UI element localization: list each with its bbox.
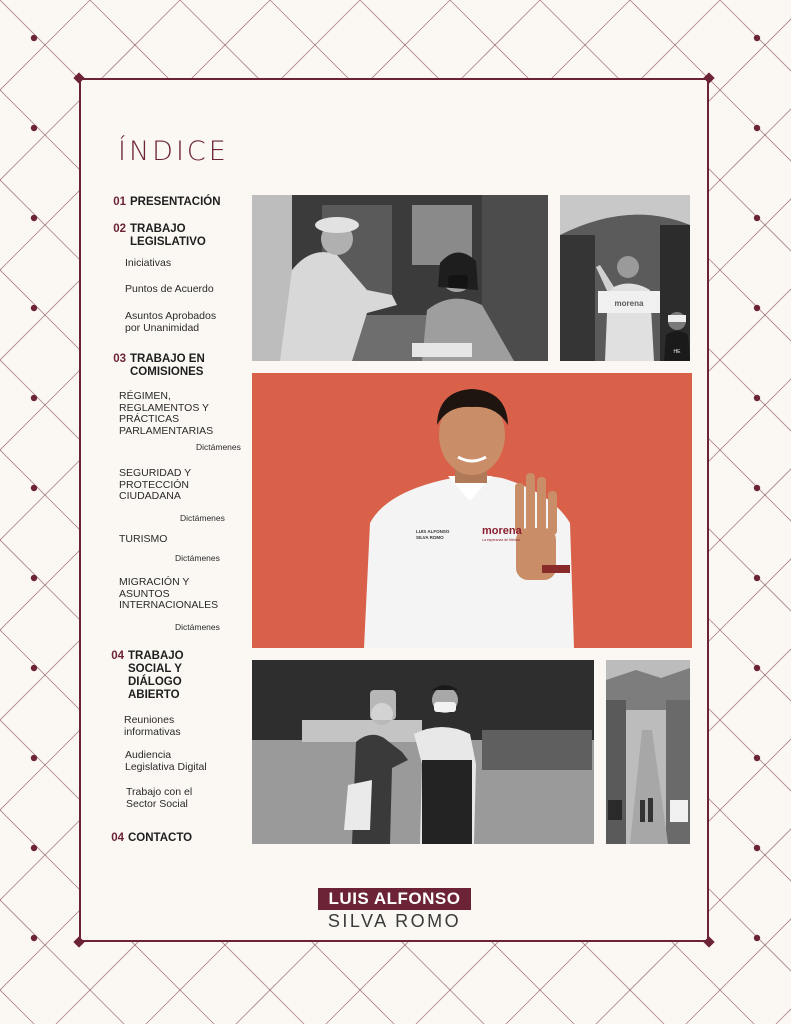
pattern-dot	[31, 755, 37, 761]
item-line: Asuntos Aprobados	[125, 310, 217, 322]
pattern-dot	[31, 485, 37, 491]
pattern-line	[700, 0, 791, 1024]
item-line: INTERNACIONALES	[119, 599, 219, 611]
shirt-name-line2: SILVA ROMO	[416, 535, 444, 540]
item-line: ASUNTOS	[119, 587, 170, 600]
pattern-dot	[31, 125, 37, 131]
pattern-dot	[754, 125, 760, 131]
item-line: MIGRACIÓN Y	[119, 576, 190, 588]
item-line: Legislativa Digital	[125, 760, 207, 773]
pattern-dot	[31, 305, 37, 311]
pattern-dot	[754, 935, 760, 941]
pattern-dot	[31, 575, 37, 581]
section-number: 03	[113, 353, 126, 365]
section-label: ABIERTO	[128, 689, 180, 701]
pattern-dot	[31, 395, 37, 401]
section-label: LEGISLATIVO	[130, 236, 206, 248]
toc-item-trabajo-sector-social[interactable]	[126, 787, 192, 810]
pattern-dot	[31, 665, 37, 671]
pattern-dot	[754, 35, 760, 41]
pattern-dot	[754, 305, 760, 311]
toc-commission-seguridad[interactable]	[119, 468, 191, 503]
pattern-dot	[754, 755, 760, 761]
toc-item-audiencia[interactable]	[125, 750, 207, 773]
toc-dictamenes-link[interactable]: Dictámenes	[196, 442, 241, 452]
item-line: PRÁCTICAS	[119, 413, 180, 425]
photo-fist-bump	[252, 195, 548, 361]
toc-section-trabajo-social[interactable]	[104, 650, 184, 702]
pattern-dot	[31, 215, 37, 221]
section-label: CONTACTO	[128, 832, 193, 844]
pattern-line	[0, 0, 20, 1024]
shirt-tagline-text: La esperanza de México	[482, 538, 521, 542]
section-number: 04	[111, 650, 124, 662]
item-line: PROTECCIÓN	[119, 478, 190, 491]
toc-section-trabajo-en-comisiones[interactable]	[106, 353, 205, 379]
pattern-dot	[754, 845, 760, 851]
pattern-line	[0, 0, 90, 1024]
shirt-name-line1: LUIS ALFONSO	[416, 529, 450, 534]
item-line: SEGURIDAD Y	[119, 467, 192, 479]
logo-line1: LUIS ALFONSO	[318, 888, 471, 910]
pattern-dot	[754, 215, 760, 221]
item-line: CIUDADANA	[119, 490, 181, 502]
section-label: PRESENTACIÓN	[130, 196, 221, 208]
toc-dictamenes-link[interactable]: Dictámenes	[180, 513, 225, 523]
item-line: Sector Social	[126, 797, 188, 810]
item-line: Audiencia	[125, 749, 172, 761]
section-number: 02	[113, 223, 126, 235]
item-line: REGLAMENTOS Y	[119, 401, 210, 414]
section-number: 01	[113, 196, 126, 208]
shirt-brand-text: morena	[482, 525, 522, 537]
section-number: 04	[111, 832, 124, 844]
section-label: TRABAJO EN	[130, 353, 205, 365]
toc-item-asuntos-aprobados[interactable]	[125, 311, 216, 334]
pattern-dot	[754, 485, 760, 491]
pattern-dot	[31, 935, 37, 941]
photo-portrait-main	[252, 373, 692, 648]
page-title: ÍNDICE	[118, 136, 229, 167]
pattern-dot	[31, 35, 37, 41]
logo-line2: SILVA ROMO	[327, 911, 462, 931]
item-line: informativas	[124, 725, 181, 738]
pattern-dot	[754, 395, 760, 401]
section-label: TRABAJO	[128, 650, 184, 662]
pattern-dot	[31, 845, 37, 851]
section-label: COMISIONES	[130, 366, 204, 378]
item-line: por Unanimidad	[125, 321, 200, 334]
logo-luis-alfonso-silva-romo	[318, 888, 471, 932]
photo-street-greeting	[252, 660, 594, 844]
item-line: PARLAMENTARIAS	[119, 424, 214, 437]
pattern-dot	[754, 665, 760, 671]
podium-sign-text: morena	[614, 299, 644, 308]
photo-village-street	[606, 660, 690, 844]
photo-podium-speech	[560, 195, 690, 361]
toc-dictamenes-link[interactable]: Dictámenes	[175, 553, 220, 563]
toc-section-presentacion[interactable]	[106, 196, 221, 209]
section-label: SOCIAL Y	[128, 663, 182, 675]
item-line: RÉGIMEN,	[119, 390, 171, 402]
toc-commission-turismo[interactable]	[119, 534, 167, 546]
toc-commission-migracion[interactable]	[119, 577, 218, 612]
section-label: DIÁLOGO	[128, 676, 182, 688]
toc-item-iniciativas[interactable]: Iniciativas	[125, 257, 172, 269]
toc-item-reuniones[interactable]	[124, 715, 181, 738]
item-line: TURISMO	[119, 533, 168, 545]
toc-section-contacto[interactable]	[104, 832, 192, 845]
section-label: TRABAJO	[130, 223, 186, 235]
pattern-dot	[754, 575, 760, 581]
toc-dictamenes-link[interactable]: Dictámenes	[175, 622, 220, 632]
cap-text: HE	[673, 349, 681, 355]
item-line: Trabajo con el	[126, 786, 193, 798]
toc-item-puntos-de-acuerdo[interactable]: Puntos de Acuerdo	[125, 283, 214, 295]
item-line: Reuniones	[124, 714, 175, 726]
toc-section-trabajo-legislativo[interactable]	[106, 223, 206, 249]
toc-commission-regimen[interactable]	[119, 391, 213, 437]
